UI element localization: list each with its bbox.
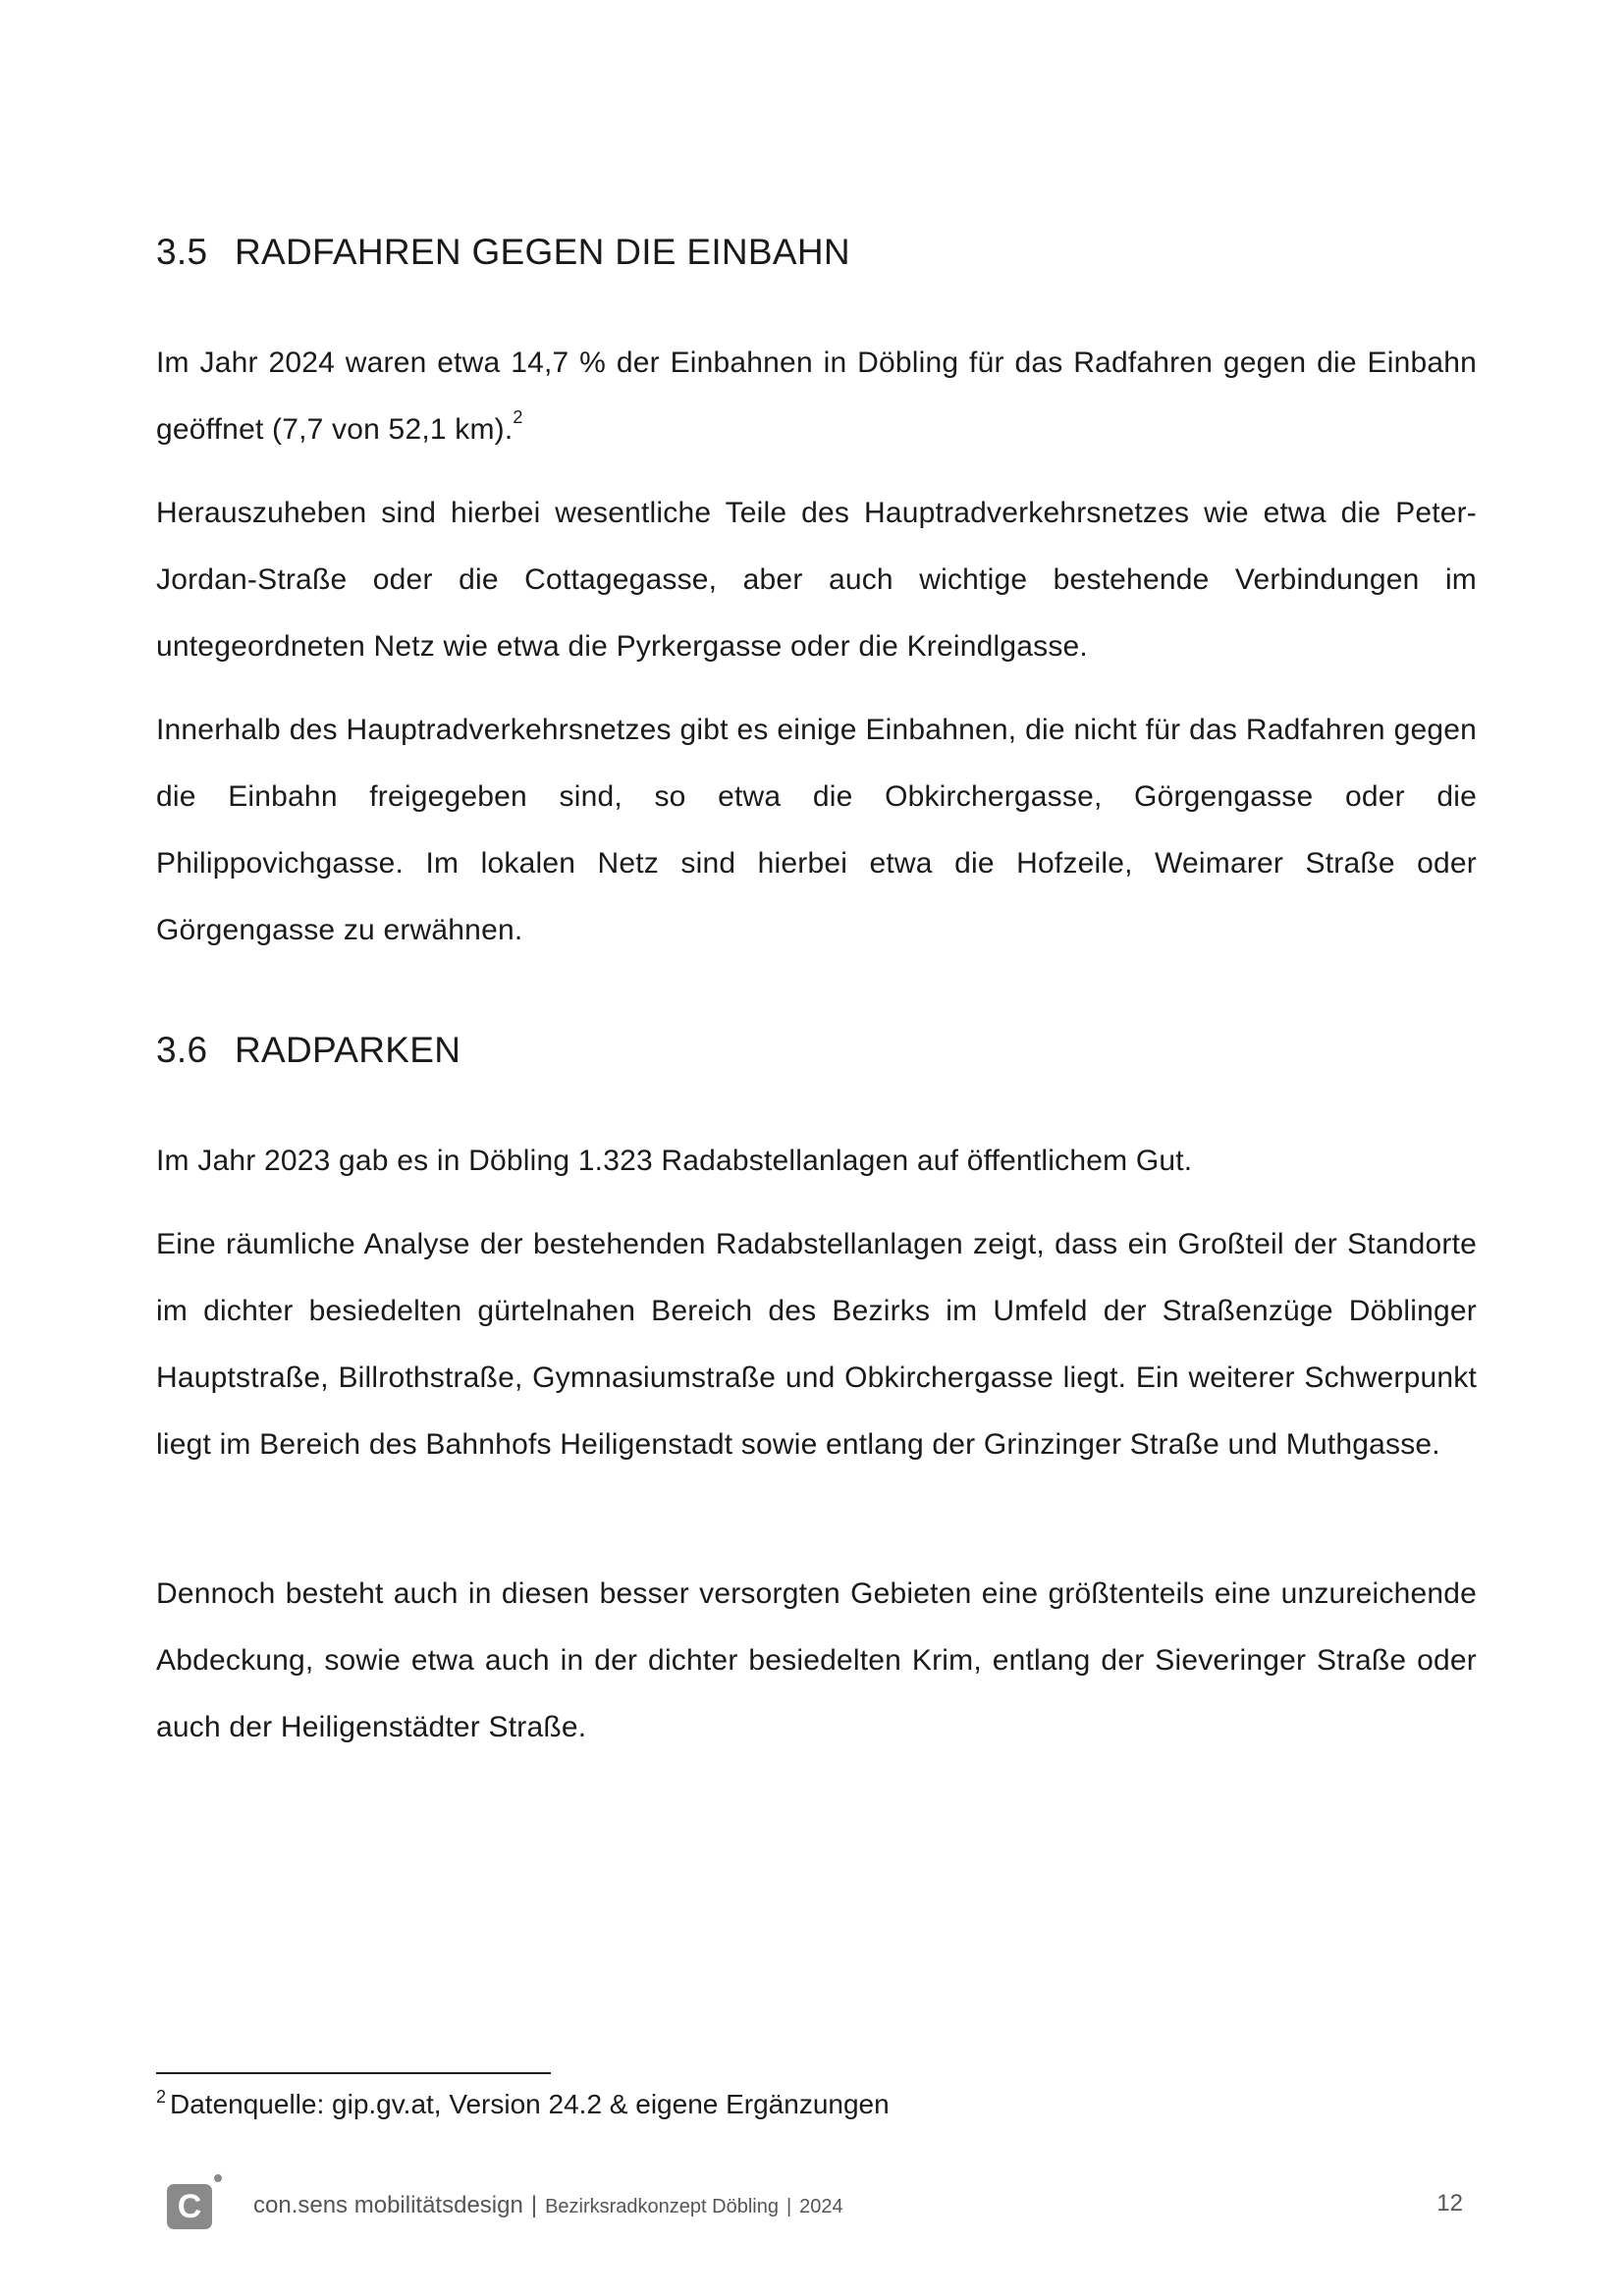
page-footer — [167, 2174, 1463, 2233]
consens-logo-icon — [167, 2184, 212, 2229]
section-title: RADFAHREN GEGEN DIE EINBAHN — [235, 232, 850, 272]
footnote — [156, 2089, 890, 2120]
footnote-text: Datenquelle: gip.gv.at, Version 24.2 & eigene Ergänzungen — [170, 2089, 890, 2119]
logo-letter: C — [177, 2188, 202, 2225]
paragraph-not-opened-oneways: Innerhalb des Hauptradverkehrsnetzes gibt es einige Einbahnen, die nicht für das Radfahren gegen die Einbahn freigegeben sind, so etwa die Obkirchergasse, Görgengasse oder die Philippovichgasse. Im lokalen Netz sind hierbei etwa die Hofzeile, Weimarer Straße oder Görgengasse zu erwähnen. — [156, 714, 1477, 946]
footnote-reference: 2 — [513, 407, 523, 427]
footer-text — [253, 2192, 843, 2219]
logo-dot-icon — [214, 2174, 222, 2182]
paragraph-text: Im Jahr 2024 waren etwa 14,7 % der Einbahnen in Döbling für das Radfahren gegen die Einbahn geöffnet (7,7 von 52,1 km). — [156, 347, 1477, 446]
paragraph-insufficient-coverage: Dennoch besteht auch in diesen besser versorgten Gebieten eine größtenteils eine unzureichende Abdeckung, sowie etwa auch in der dichter besiedelten Krim, entlang der Sieveringer Straße oder auch der Heiligenstädter Straße. — [156, 1577, 1477, 1743]
section-title: RADPARKEN — [235, 1030, 461, 1070]
footer-separator: | — [530, 2192, 538, 2218]
page-number: 12 — [1436, 2190, 1463, 2216]
section-number: 3.6 — [156, 1030, 208, 1070]
paragraph-main-network-highlights: Herauszuheben sind hierbei wesentliche Teile des Hauptradverkehrsnetzes wie etwa die Peter-Jordan-Straße oder die Cottagegasse, aber auch wichtige bestehende Verbindungen im untegeordneten Netz wie etwa die Pyrkergasse oder die Kreindlgasse. — [156, 497, 1477, 663]
footer-separator: | — [785, 2196, 792, 2217]
company-name: con.sens mobilitätsdesign — [253, 2192, 523, 2218]
section-number: 3.5 — [156, 232, 208, 272]
paragraph-bike-racks-count: Im Jahr 2023 gab es in Döbling 1.323 Radabstellanlagen auf öffentlichem Gut. — [156, 1145, 1193, 1177]
paragraph-oneway-share — [156, 330, 1477, 463]
footnote-divider — [156, 2072, 551, 2074]
section-heading-3-5 — [156, 232, 850, 273]
section-heading-3-6 — [156, 1030, 460, 1071]
project-name: Bezirksradkonzept Döbling — [545, 2196, 779, 2217]
paragraph-spatial-analysis: Eine räumliche Analyse der bestehenden Radabstellanlagen zeigt, dass ein Großteil der Standorte im dichter besiedelten gürtelnahen Bereich des Bezirks im Umfeld der Straßenzüge Döblinger Hauptstraße, Billrothstraße, Gymnasiumstraße und Obkirchergasse liegt. Ein weiterer Schwerpunkt liegt im Bereich des Bahnhofs Heiligenstadt sowie entlang der Grinzinger Straße und Muthgasse. — [156, 1228, 1477, 1461]
footer-year: 2024 — [799, 2196, 843, 2217]
footnote-marker: 2 — [156, 2087, 167, 2107]
